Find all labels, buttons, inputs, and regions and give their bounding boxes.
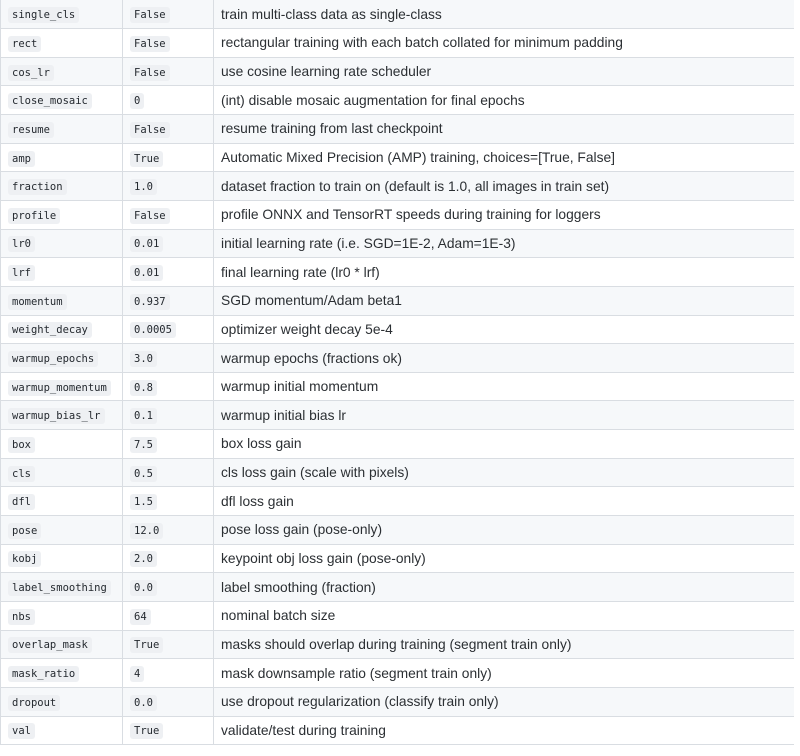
- argument-description: validate/test during training: [214, 716, 794, 745]
- argument-key-cell: [1, 516, 123, 545]
- argument-default-cell: [123, 0, 214, 29]
- argument-default-value: 2.0: [130, 551, 157, 567]
- argument-key-cell: [1, 0, 123, 29]
- table-row: [1, 573, 794, 602]
- argument-default-cell: [123, 458, 214, 487]
- argument-key-cell: [1, 458, 123, 487]
- argument-default-cell: [123, 57, 214, 86]
- table-row: [1, 430, 794, 459]
- argument-default-cell: [123, 687, 214, 716]
- argument-default-value: True: [130, 637, 163, 653]
- table-row: [1, 372, 794, 401]
- argument-description: resume training from last checkpoint: [214, 115, 794, 144]
- argument-default-cell: [123, 344, 214, 373]
- argument-key-cell: [1, 258, 123, 287]
- argument-default-value: 0.0: [130, 695, 157, 711]
- argument-key-cell: [1, 86, 123, 115]
- argument-default-value: 12.0: [130, 523, 163, 539]
- argument-key-cell: [1, 115, 123, 144]
- argument-default-value: 0.01: [130, 236, 163, 252]
- argument-default-value: 0.5: [130, 466, 157, 482]
- argument-key: lrf: [8, 265, 35, 281]
- argument-description: warmup epochs (fractions ok): [214, 344, 794, 373]
- argument-key: val: [8, 723, 35, 739]
- argument-description: warmup initial bias lr: [214, 401, 794, 430]
- argument-key: warmup_epochs: [8, 351, 98, 367]
- table-row: [1, 687, 794, 716]
- argument-default-value: 1.0: [130, 179, 157, 195]
- argument-key-cell: [1, 687, 123, 716]
- table-row: [1, 115, 794, 144]
- table-row: [1, 229, 794, 258]
- argument-key-cell: [1, 344, 123, 373]
- table-row: [1, 716, 794, 745]
- argument-description: dataset fraction to train on (default is 1.0, all images in train set): [214, 172, 794, 201]
- argument-key: box: [8, 437, 35, 453]
- argument-default-value: 4: [130, 666, 144, 682]
- argument-default-cell: [123, 86, 214, 115]
- argument-default-cell: [123, 315, 214, 344]
- argument-default-value: 0.937: [130, 294, 170, 310]
- argument-default-cell: [123, 172, 214, 201]
- argument-default-cell: [123, 29, 214, 58]
- argument-default-cell: [123, 716, 214, 745]
- arguments-table-body: [1, 0, 794, 745]
- table-row: [1, 286, 794, 315]
- argument-key: resume: [8, 122, 54, 138]
- argument-key-cell: [1, 659, 123, 688]
- argument-key: pose: [8, 523, 41, 539]
- argument-key: overlap_mask: [8, 637, 92, 653]
- argument-description: label smoothing (fraction): [214, 573, 794, 602]
- table-row: [1, 401, 794, 430]
- argument-default-value: 0.8: [130, 380, 157, 396]
- argument-default-value: 0: [130, 93, 144, 109]
- argument-default-cell: [123, 516, 214, 545]
- argument-default-value: 0.0: [130, 580, 157, 596]
- table-row: [1, 458, 794, 487]
- argument-default-value: 64: [130, 609, 151, 625]
- argument-description: mask downsample ratio (segment train only): [214, 659, 794, 688]
- table-row: [1, 29, 794, 58]
- argument-key-cell: [1, 630, 123, 659]
- argument-default-cell: [123, 573, 214, 602]
- argument-key-cell: [1, 372, 123, 401]
- argument-description: final learning rate (lr0 * lrf): [214, 258, 794, 287]
- argument-default-cell: [123, 372, 214, 401]
- argument-key: dfl: [8, 494, 35, 510]
- argument-key: cos_lr: [8, 65, 54, 81]
- argument-default-cell: [123, 601, 214, 630]
- argument-key: dropout: [8, 695, 60, 711]
- argument-default-value: 1.5: [130, 494, 157, 510]
- argument-key-cell: [1, 601, 123, 630]
- table-row: [1, 315, 794, 344]
- argument-key: amp: [8, 151, 35, 167]
- table-row: [1, 86, 794, 115]
- argument-key: mask_ratio: [8, 666, 79, 682]
- argument-default-value: 3.0: [130, 351, 157, 367]
- argument-default-cell: [123, 544, 214, 573]
- argument-default-cell: [123, 401, 214, 430]
- table-row: [1, 57, 794, 86]
- argument-default-value: True: [130, 151, 163, 167]
- argument-key: momentum: [8, 294, 67, 310]
- argument-description: rectangular training with each batch collated for minimum padding: [214, 29, 794, 58]
- argument-key-cell: [1, 200, 123, 229]
- argument-key-cell: [1, 172, 123, 201]
- argument-description: warmup initial momentum: [214, 372, 794, 401]
- argument-key: nbs: [8, 609, 35, 625]
- argument-default-cell: [123, 115, 214, 144]
- argument-default-cell: [123, 286, 214, 315]
- argument-default-cell: [123, 258, 214, 287]
- argument-key: fraction: [8, 179, 67, 195]
- argument-key: close_mosaic: [8, 93, 92, 109]
- argument-default-value: False: [130, 7, 170, 23]
- table-row: [1, 200, 794, 229]
- argument-key-cell: [1, 315, 123, 344]
- table-row: [1, 516, 794, 545]
- argument-key: weight_decay: [8, 322, 92, 338]
- table-row: [1, 258, 794, 287]
- argument-description: use cosine learning rate scheduler: [214, 57, 794, 86]
- argument-description: Automatic Mixed Precision (AMP) training, choices=[True, False]: [214, 143, 794, 172]
- argument-key-cell: [1, 430, 123, 459]
- argument-default-value: False: [130, 36, 170, 52]
- argument-key-cell: [1, 401, 123, 430]
- table-row: [1, 487, 794, 516]
- argument-key: warmup_momentum: [8, 380, 111, 396]
- argument-default-value: False: [130, 65, 170, 81]
- argument-key: label_smoothing: [8, 580, 111, 596]
- argument-default-value: 0.1: [130, 408, 157, 424]
- table-row: [1, 172, 794, 201]
- argument-default-cell: [123, 200, 214, 229]
- table-row: [1, 544, 794, 573]
- argument-description: keypoint obj loss gain (pose-only): [214, 544, 794, 573]
- argument-key: lr0: [8, 236, 35, 252]
- argument-default-cell: [123, 630, 214, 659]
- argument-key: profile: [8, 208, 60, 224]
- table-row: [1, 344, 794, 373]
- argument-key: single_cls: [8, 7, 79, 23]
- argument-description: (int) disable mosaic augmentation for final epochs: [214, 86, 794, 115]
- argument-key-cell: [1, 29, 123, 58]
- argument-key-cell: [1, 229, 123, 258]
- argument-key-cell: [1, 573, 123, 602]
- argument-description: masks should overlap during training (segment train only): [214, 630, 794, 659]
- argument-key-cell: [1, 544, 123, 573]
- argument-description: box loss gain: [214, 430, 794, 459]
- argument-default-cell: [123, 430, 214, 459]
- argument-description: profile ONNX and TensorRT speeds during training for loggers: [214, 200, 794, 229]
- argument-description: optimizer weight decay 5e-4: [214, 315, 794, 344]
- table-row: [1, 659, 794, 688]
- argument-description: nominal batch size: [214, 601, 794, 630]
- argument-description: use dropout regularization (classify train only): [214, 687, 794, 716]
- argument-default-value: 7.5: [130, 437, 157, 453]
- argument-key-cell: [1, 286, 123, 315]
- argument-description: dfl loss gain: [214, 487, 794, 516]
- argument-description: cls loss gain (scale with pixels): [214, 458, 794, 487]
- argument-default-cell: [123, 229, 214, 258]
- argument-default-value: False: [130, 122, 170, 138]
- argument-key: cls: [8, 466, 35, 482]
- argument-key: rect: [8, 36, 41, 52]
- argument-default-cell: [123, 143, 214, 172]
- argument-key: warmup_bias_lr: [8, 408, 105, 424]
- argument-default-cell: [123, 487, 214, 516]
- argument-key-cell: [1, 57, 123, 86]
- table-row: [1, 630, 794, 659]
- argument-key: kobj: [8, 551, 41, 567]
- argument-key-cell: [1, 143, 123, 172]
- table-row: [1, 601, 794, 630]
- argument-description: SGD momentum/Adam beta1: [214, 286, 794, 315]
- argument-default-value: False: [130, 208, 170, 224]
- argument-default-value: 0.0005: [130, 322, 176, 338]
- table-row: [1, 143, 794, 172]
- argument-key-cell: [1, 487, 123, 516]
- table-row: [1, 0, 794, 29]
- argument-default-value: True: [130, 723, 163, 739]
- argument-key-cell: [1, 716, 123, 745]
- argument-description: initial learning rate (i.e. SGD=1E-2, Adam=1E-3): [214, 229, 794, 258]
- argument-default-cell: [123, 659, 214, 688]
- argument-description: train multi-class data as single-class: [214, 0, 794, 29]
- argument-default-value: 0.01: [130, 265, 163, 281]
- argument-description: pose loss gain (pose-only): [214, 516, 794, 545]
